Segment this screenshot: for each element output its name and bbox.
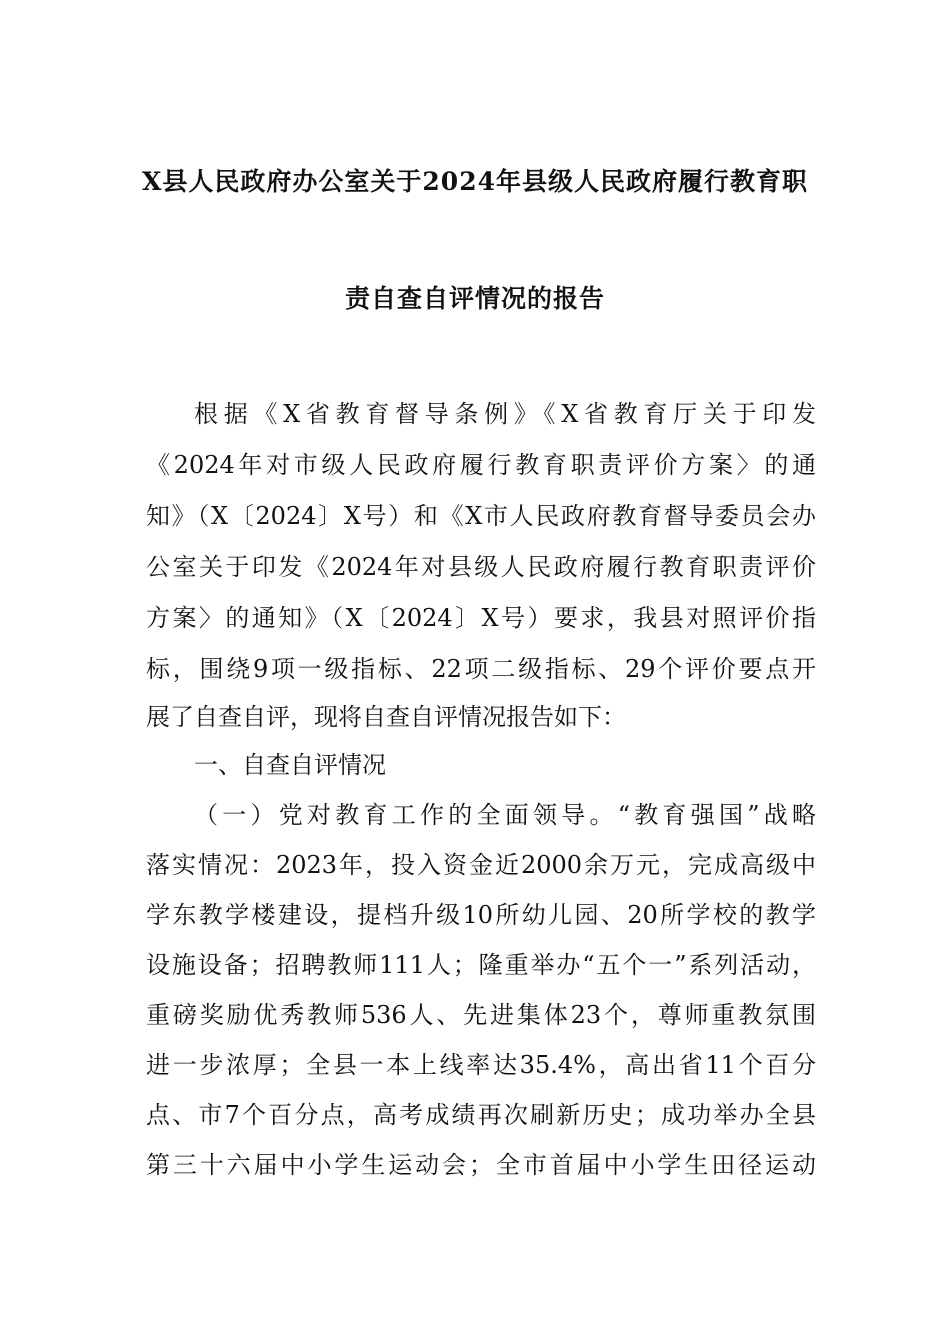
body-line: 重磅奖励优秀教师536人、先进集体23个，尊师重教氛围 [146, 1001, 816, 1029]
body-line: 学东教学楼建设，提档升级10所幼儿园、20所学校的教学 [146, 901, 816, 929]
section-heading: 一、自查自评情况 [194, 751, 386, 779]
body-line: 落实情况：2023年，投入资金近2000余万元，完成高级中 [146, 851, 816, 879]
report-title-line-2: 责自查自评情况的报告 [344, 284, 605, 313]
body-line: 根据《X省教育督导条例》《X省教育厅关于印发 [194, 400, 816, 428]
body-line: 设施设备；招聘教师111人；隆重举办“五个一”系列活动， [146, 951, 816, 979]
body-line: 公室关于印发《2024年对县级人民政府履行教育职责评价 [146, 553, 816, 581]
body-line: 进一步浓厚；全县一本上线率达35.4%，高出省11个百分 [146, 1051, 816, 1079]
body-line: 点、市7个百分点，高考成绩再次刷新历史；成功举办全县 [146, 1101, 816, 1129]
body-line: 标，围绕9项一级指标、22项二级指标、29个评价要点开 [146, 655, 816, 683]
report-title-line-1: X县人民政府办公室关于2024年县级人民政府履行教育职 [142, 167, 808, 196]
body-line: 第三十六届中小学生运动会；全市首届中小学生田径运动 [146, 1151, 816, 1179]
body-line: 方案〉的通知》（X〔2024〕X号）要求，我县对照评价指 [146, 604, 816, 632]
body-line: 知》（X〔2024〕X号）和《X市人民政府教育督导委员会办 [146, 502, 816, 530]
body-line: 《2024年对市级人民政府履行教育职责评价方案〉的通 [146, 451, 816, 479]
subsection-heading: （一）党对教育工作的全面领导。“教育强国”战略 [194, 801, 816, 829]
body-line: 展了自查自评，现将自查自评情况报告如下： [146, 703, 626, 731]
